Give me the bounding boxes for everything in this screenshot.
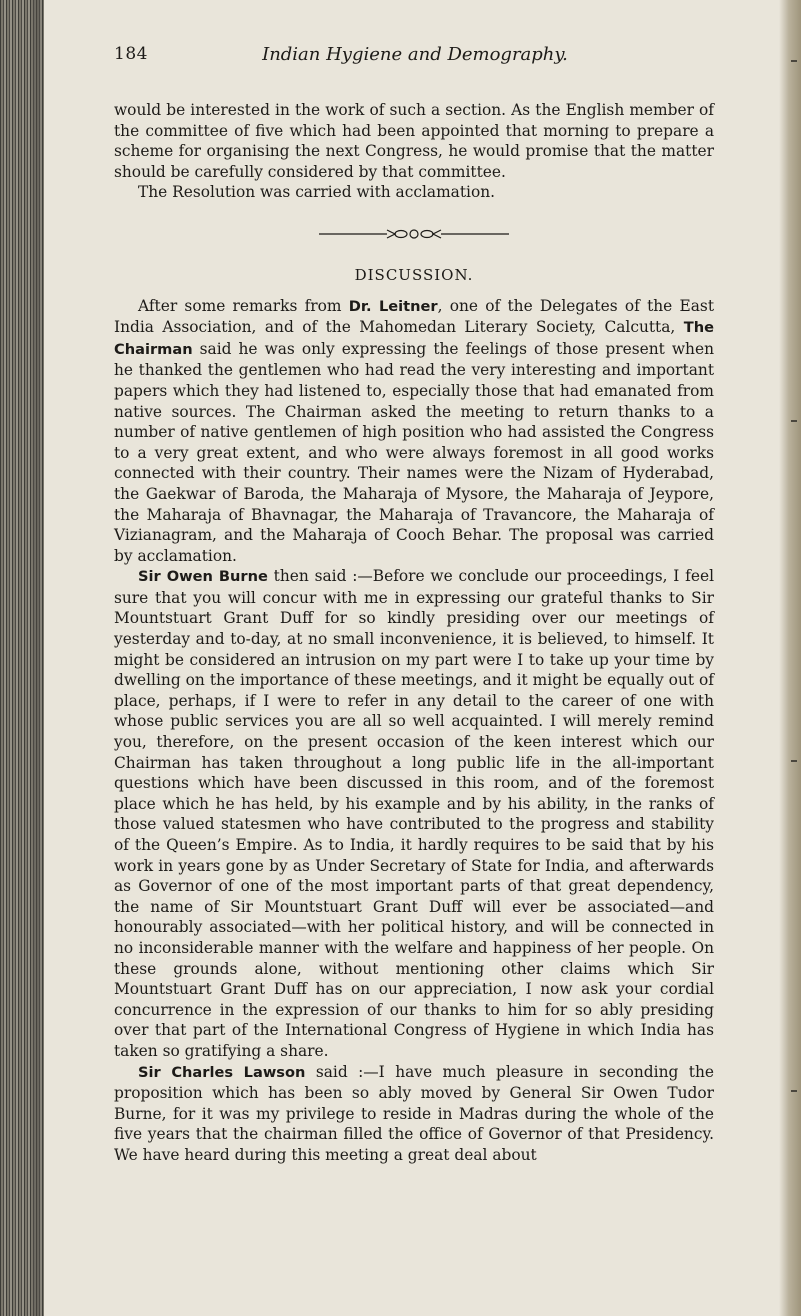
speaker-name: Sir Owen Burne <box>138 568 268 586</box>
text-run: , one of the Delegates of the East India Association, and of the Mahomedan Literary Society, Calcutta, <box>114 296 715 337</box>
section-heading: DISCUSSION. <box>354 265 474 284</box>
edge-mark <box>791 760 797 762</box>
discussion-paragraph-2 <box>114 566 714 1061</box>
discussion-paragraph-1 <box>114 296 714 567</box>
book-binding <box>0 0 44 1316</box>
speaker-name: Sir Charles Lawson <box>138 1063 306 1081</box>
edge-mark <box>791 60 797 62</box>
continuation-paragraph: would be interested in the work of such a section. As the English member of the committee of five which had been appointed that morning to prepare a scheme for organising the next Congress, he would promise that the matter should be carefully considered by that committee. <box>114 101 714 181</box>
discussion-paragraph-3 <box>114 1062 714 1166</box>
page-number: 184 <box>114 44 148 64</box>
speaker-name: Dr. Leitner <box>348 297 438 315</box>
text-run: said :—I have much pleasure in seconding the proposition which has been so ably moved by General Sir Owen Tudor Burne, for it was my privilege to reside in Madras during the whole of the five years that the chairman filled the office of Governor of that Presidency. We have heard during this meeting a great deal about <box>114 1062 714 1164</box>
edge-mark <box>791 1090 797 1092</box>
speaker-name: The Chairman <box>114 319 714 358</box>
ornament-rule-icon <box>319 227 509 241</box>
text-run: said he was only expressing the feelings of those present when he thanked the gentlemen who had read the very interesting and important papers which they had listened to, especially those that had emanated from native sources. The Chairman asked the meeting to return thanks to a number of native gentlemen of high position who had assisted the Congress to a very great extent, and who were always foremost in all good works connected with their country. Their names were the Nizam of Hyderabad, the Gaekwar of Baroda, the Maharaja of Mysore, the Maharaja of Jeypore, the Maharaja of Bhavnagar, the Maharaja of Travancore, the Maharaja of Vizianagram, and the Maharaja of Cooch Behar. The proposal was carried by acclamation. <box>114 339 714 565</box>
book-page <box>86 0 744 1316</box>
page-edge <box>779 0 801 1316</box>
text-run: After some remarks from <box>138 296 349 315</box>
section-ornament <box>114 203 714 265</box>
running-title: Indian Hygiene and Demography. <box>262 44 568 65</box>
edge-mark <box>791 420 797 422</box>
body-text <box>114 100 714 1166</box>
page-header <box>86 44 744 70</box>
text-run: then said :—Before we conclude our proceedings, I feel sure that you will concur with me in expressing our grateful thanks to Sir Mountstuart Grant Duff for so kindly presiding over our meetings of yesterday and to-day, at no small inconvenience, it is believed, to himself. It might be considered an intrusion on my part were I to take up your time by dwelling on the importance of these meetings, and it might be equally out of place, perhaps, if I were to refer in any detail to the career of one with whose public services you are all so well acquainted. I will merely remind you, therefore, on the present occasion of the keen interest which our Chairman has taken throughout a long public life in the all-important questions which have been discussed in this room, and of the foremost place which he has held, by his example and by his ability, in the ranks of those valued statesmen who have contributed to the progress and stability of the Queen’s Empire. As to India, it hardly requires to be said that by his work in years gone by as Under Secretary of State for India, and afterwards as Governor of one of the most important parts of that great dependency, the name of Sir Mountstuart Grant Duff will ever be associated—and honourably associated—with her political history, and will be connected in no inconsiderable manner with the welfare and happiness of her people. On these grounds alone, without mentioning other claims which Sir Mountstuart Grant Duff has on our appreciation, I now ask your cordial concurrence in the expression of our thanks to him for so ably presiding over that part of the International Congress of Hygiene in which India has taken so gratifying a share. <box>114 567 714 1060</box>
resolution-paragraph: The Resolution was carried with acclamation. <box>138 183 496 202</box>
